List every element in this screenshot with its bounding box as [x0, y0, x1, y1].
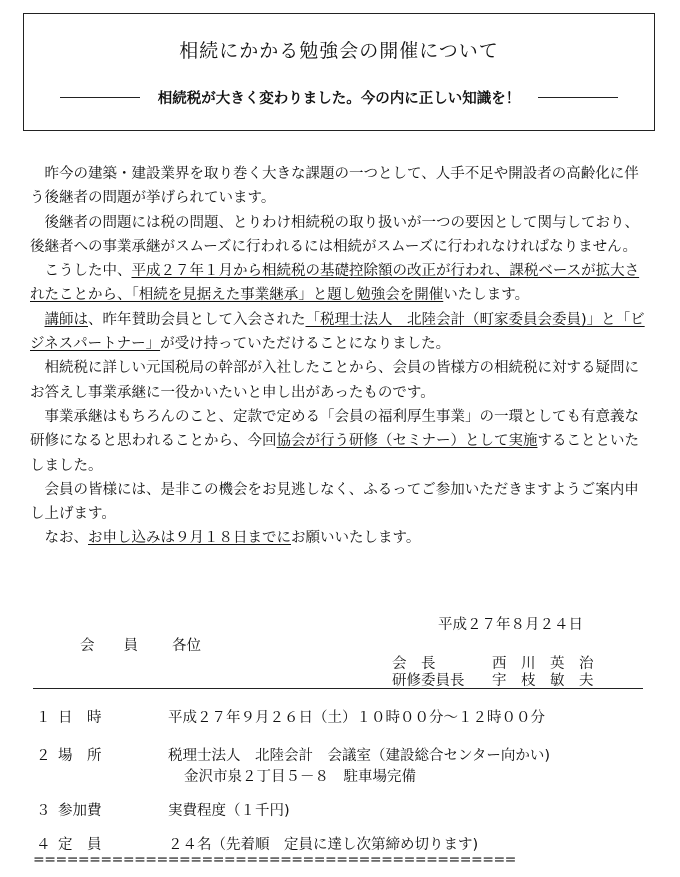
signature-role: 会 長: [392, 656, 436, 672]
paragraph-text: 会員の皆様には、是非この機会をお見逃しなく、ふるってご参加いただきますようご案内申し上げます。: [30, 481, 639, 523]
item-value: 税理士法人 北陸会計 会議室（建設総合センター向かい): [168, 748, 551, 764]
paragraph-text: 昨今の建築・建設業界を取り巻く大きな課題の一つとして、人手不足や開設者の高齢化に伴う後継者の問題が挙げられています。: [30, 166, 639, 207]
subtitle-left-rule: [60, 97, 140, 98]
subtitle-row: [60, 87, 618, 107]
paragraph-text: いたします。: [443, 287, 530, 304]
paragraph: [30, 211, 646, 260]
item-number: １: [36, 710, 51, 726]
divider: [33, 688, 643, 689]
double-rule: ===========================================: [33, 852, 516, 868]
item-label: 参加費: [58, 803, 102, 819]
paragraph-text: 、昨年賛助会員として入会された: [88, 311, 306, 328]
item-value: 実費程度（１千円): [168, 803, 290, 819]
item-place: [36, 745, 550, 767]
item-label: 日 時: [58, 710, 102, 726]
underlined-text: 「税理士法人 北陸会計（町家委員会委員)」と「ビジネスパートナー」: [30, 311, 645, 353]
underlined-text: 講師は: [44, 311, 88, 328]
item-datetime: [36, 707, 545, 729]
item-value: ２４名（先着順 定員に達し次第締め切ります): [168, 837, 479, 853]
paragraph-text: お願いいたします。: [291, 530, 421, 547]
paragraph: [30, 478, 646, 527]
item-label: 定 員: [58, 837, 102, 853]
signature-committee: [392, 669, 594, 690]
item-number: ２: [36, 748, 51, 764]
subtitle-right-rule: [538, 97, 618, 98]
paragraph-text: することといたしました。: [30, 433, 639, 474]
item-label: 場 所: [58, 748, 102, 764]
paragraph-text: 相続税に詳しい元国税局の幹部が入社したことから、会員の皆様方の相続税に対する疑問にお答えし事業承継に一役かいたいと申し出があったものです。: [30, 360, 639, 401]
paragraph-text: が受け持っていただけることになりました。: [160, 336, 451, 353]
body-text: [30, 162, 646, 551]
document-title: 相続にかかる勉強会の開催について: [179, 40, 499, 62]
paragraph-text: 事業承継はもちろんのこと、定款で定める「会員の福利厚生事業」の一環としても有意義な研修になると思われることから、今回: [30, 408, 639, 450]
item-number: ４: [36, 837, 51, 853]
signature-role: 研修委員長: [392, 673, 465, 689]
underlined-text: お申し込みは９月１８日までに: [88, 530, 291, 547]
paragraph-text: なお、: [44, 530, 88, 547]
paragraph: [30, 405, 646, 478]
place-address: 金沢市泉２丁目５－８ 駐車場完備: [184, 769, 416, 785]
addressee-honorific: 各位: [172, 638, 201, 654]
paragraph: [30, 162, 646, 211]
paragraph: [30, 356, 646, 405]
item-value: 平成２７年９月２６日（土）１０時００分～１２時００分: [168, 710, 545, 726]
signature-name: 西 川 英 治: [492, 656, 594, 672]
document-subtitle: 相続税が大きく変わりました。今の内に正しい知識を！: [157, 90, 521, 107]
addressee-members: 会 員: [80, 638, 138, 654]
paragraph: [30, 259, 646, 308]
addressee: [80, 634, 235, 655]
underlined-text: 協会が行う研修（セミナー）として実施: [276, 433, 538, 450]
paragraph: [30, 526, 646, 550]
item-fee: [36, 800, 290, 822]
title-box: [23, 13, 655, 131]
paragraph-text: 後継者の問題には税の問題、とりわけ相続税の取り扱いが一つの要因として関与しており、後継者への事業承継がスムーズに行われるには相続がスムーズに行われなければなりません。: [30, 214, 639, 255]
signature-name: 宇 枝 敏 夫: [492, 673, 594, 689]
paragraph-text: こうした中、: [44, 263, 132, 280]
item-number: ３: [36, 803, 51, 819]
issue-date: 平成２７年８月２４日: [438, 617, 583, 633]
paragraph: [30, 308, 646, 357]
underlined-text: 平成２７年１月から相続税の基礎控除額の改正が行われ、課税ベースが拡大されたことから、「相続を見据えた事業継承」と題し勉強会を開催: [30, 263, 640, 304]
